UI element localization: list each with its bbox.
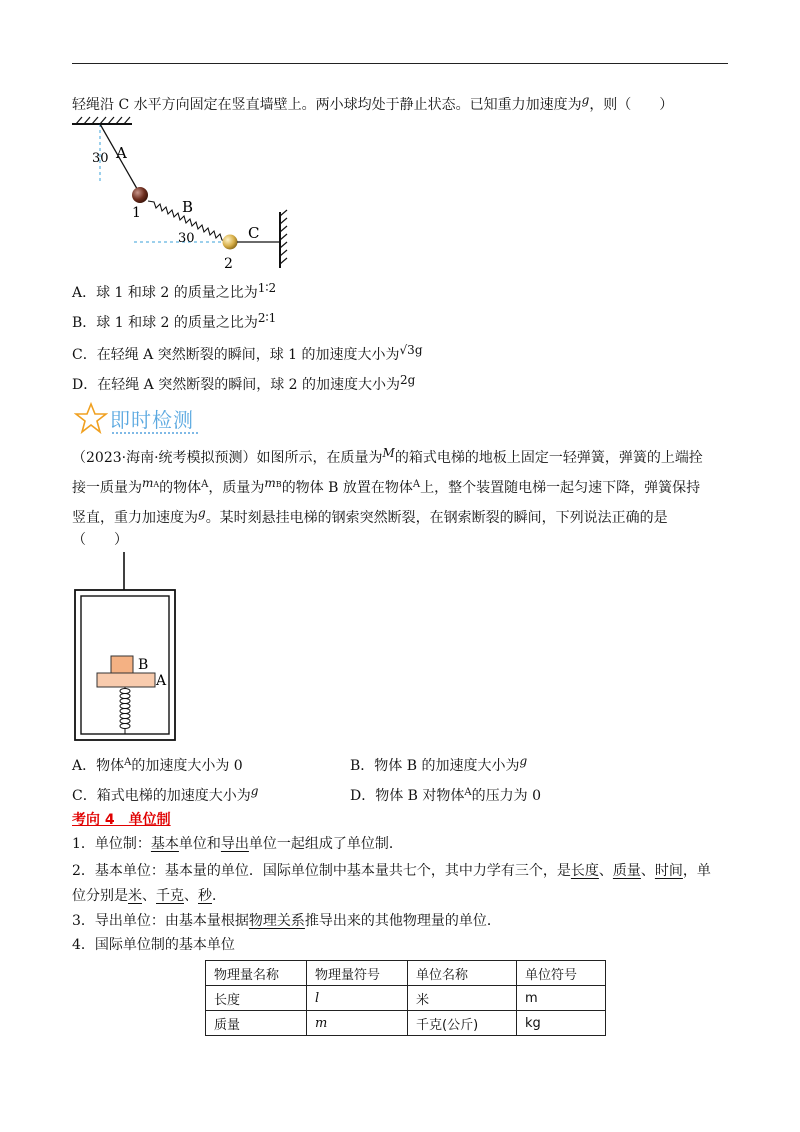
q2-line3-a: 竖直，重力加速度为 xyxy=(72,510,198,526)
p2-d: 质量 xyxy=(612,863,641,879)
q2-option-a-sym: A xyxy=(124,757,132,768)
rope-c-label: C xyxy=(248,224,260,242)
ball-2 xyxy=(223,235,238,250)
p2-c: 、 xyxy=(598,863,613,879)
q1-option-d[interactable] xyxy=(72,375,415,395)
p2-g: ，单 xyxy=(682,863,711,879)
p3-a: 3．导出单位：由基本量根据 xyxy=(72,913,249,929)
p2-b: 长度 xyxy=(570,863,599,879)
p2-line2-a: 位分别是 xyxy=(72,888,128,904)
q2-line3-b: 。某时刻悬挂电梯的钢索突然断裂，在钢索断裂的瞬间，下列说法正确的是 xyxy=(205,510,668,526)
q2-stem-line4: （ ） xyxy=(72,532,128,548)
q1-option-a[interactable] xyxy=(72,283,276,303)
q2-option-c[interactable] xyxy=(72,786,258,806)
p1-d: 导出 xyxy=(220,836,249,852)
table-cell: m xyxy=(517,986,606,1011)
block-b-label: B xyxy=(138,657,149,673)
q2-option-d-text: D．物体 B 对物体 xyxy=(350,788,465,804)
ceiling-hatch xyxy=(76,117,130,124)
topic4-heading xyxy=(72,810,171,830)
spring-b-label: B xyxy=(182,198,194,216)
si-base-units-table xyxy=(205,960,606,1036)
topic4-p2-line1 xyxy=(72,861,711,881)
ball-2-label: 2 xyxy=(224,256,233,272)
angle-bottom-label: 30 xyxy=(178,231,195,246)
block-a xyxy=(97,673,155,687)
q2-line2-c: ，质量为 xyxy=(208,480,265,496)
elevator-spring xyxy=(120,687,130,734)
table-cell: 千克(公斤) xyxy=(408,1011,517,1036)
q2-line2-e: 上，整个装置随电梯一起匀速下降，弹簧保持 xyxy=(420,480,701,496)
topic4-p2-line2 xyxy=(72,886,226,906)
q2-line1-a: （2023·海南·统考模拟预测）如图所示，在质量为 xyxy=(72,450,383,466)
table-cell: l xyxy=(307,986,408,1011)
table-cell: 长度 xyxy=(206,986,307,1011)
q1-figure xyxy=(72,116,302,276)
table-cell: 米 xyxy=(408,986,517,1011)
topic4-p4: 4．国际单位制的基本单位 xyxy=(72,937,235,953)
ball-1-label: 1 xyxy=(132,205,141,221)
q2-stem-line1 xyxy=(72,448,703,468)
q2-option-b-sym: g xyxy=(519,754,528,768)
q2-line2-d: 的物体 B 放置在物体 xyxy=(281,480,413,496)
q2-elevator-figure xyxy=(70,548,180,743)
q1-option-a-text: A．球 1 和球 2 的质量之比为 xyxy=(72,285,258,301)
q2-option-c-text: C．箱式电梯的加速度大小为 xyxy=(72,788,251,804)
table-row xyxy=(206,986,606,1011)
table-header-cell: 单位符号 xyxy=(517,961,606,986)
q1-stem-g: g xyxy=(581,93,590,107)
q1-option-d-math: 2g xyxy=(400,373,416,387)
q2-option-a-text: A．物体 xyxy=(72,758,125,774)
q2-mass-mB xyxy=(264,476,281,490)
q1-stem-tail: ，则（ ） xyxy=(589,97,674,113)
p2-f: 时间 xyxy=(654,863,683,879)
q2-mass-mA xyxy=(142,476,159,490)
q2-option-a-tail: 的加速度大小为 0 xyxy=(131,758,243,774)
q2-line2-b: 的物体 xyxy=(159,480,202,496)
q2-option-d-tail: 的压力为 0 xyxy=(471,788,542,804)
q2-mA-symbol: m xyxy=(142,476,154,490)
table-header-cell: 物理量符号 xyxy=(307,961,408,986)
q2-option-d[interactable] xyxy=(350,786,541,808)
q1-option-a-math: 1∶2 xyxy=(257,281,277,295)
header-rule xyxy=(72,63,728,64)
wall-hatch xyxy=(280,210,287,264)
q2-mass-M: M xyxy=(382,446,395,460)
p2-line2-c: 、 xyxy=(142,888,156,904)
p2-e: 、 xyxy=(640,863,655,879)
table-row xyxy=(206,1011,606,1036)
p1-c: 单位和 xyxy=(178,836,221,852)
q2-option-b-text: B．物体 B 的加速度大小为 xyxy=(350,758,520,774)
q2-mA-sub: A xyxy=(153,480,160,489)
rope-a-label: A xyxy=(116,144,127,162)
q2-line2-A2: A xyxy=(412,479,421,490)
star-icon xyxy=(74,402,108,434)
p2-line2-f: 秒 xyxy=(198,888,212,904)
block-a-label: A xyxy=(156,673,167,689)
q2-line2-A: A xyxy=(201,479,209,490)
topic4-p3 xyxy=(72,911,501,931)
q2-option-a[interactable] xyxy=(72,756,243,778)
p2-line2-b: 米 xyxy=(128,888,142,904)
table-header-cell: 物理量名称 xyxy=(206,961,307,986)
section-title: 即时检测 xyxy=(110,408,194,432)
table-cell: m xyxy=(307,1011,408,1036)
q2-line1-b: 的箱式电梯的地板上固定一轻弹簧，弹簧的上端拴 xyxy=(394,450,703,466)
q1-option-b-math: 2∶1 xyxy=(257,311,277,325)
q2-stem-line3 xyxy=(72,508,668,528)
q1-option-c[interactable] xyxy=(72,345,423,365)
q2-stem-line2 xyxy=(72,478,700,500)
p1-e: 单位一起组成了单位制． xyxy=(248,836,403,852)
p2-line2-d: 千克 xyxy=(156,888,184,904)
table-header-row xyxy=(206,961,606,986)
p2-line2-e: 、 xyxy=(184,888,198,904)
ball-1 xyxy=(132,187,148,203)
p2-a: 2．基本单位：基本量的单位．国际单位制中基本量共七个，其中力学有三个，是 xyxy=(72,863,571,879)
table-cell: 质量 xyxy=(206,1011,307,1036)
q2-mB-sub: B xyxy=(275,480,282,489)
q1-stem-text: 轻绳沿 C 水平方向固定在竖直墙壁上。两小球均处于静止状态。已知重力加速度为 xyxy=(72,97,582,113)
q2-mB-symbol: m xyxy=(264,476,276,490)
p3-b: 物理关系 xyxy=(248,913,305,929)
q2-option-d-sym: A xyxy=(464,787,472,798)
section-underline xyxy=(112,432,198,434)
topic4-p1 xyxy=(72,834,403,854)
q1-option-c-math: √3g xyxy=(399,343,423,357)
q1-option-c-text: C．在轻绳 A 突然断裂的瞬间，球 1 的加速度大小为 xyxy=(72,347,400,363)
angle-top-label: 30 xyxy=(92,151,109,166)
q2-line3-g: g xyxy=(198,506,206,520)
p2-line2-g: ． xyxy=(212,888,226,904)
q1-stem xyxy=(72,95,673,115)
p3-c: 推导出来的其他物理量的单位． xyxy=(304,913,501,929)
p1-b: 基本 xyxy=(150,836,179,852)
q1-option-d-text: D．在轻绳 A 突然断裂的瞬间，球 2 的加速度大小为 xyxy=(72,377,401,393)
q2-option-b[interactable] xyxy=(350,756,527,776)
table-cell: kg xyxy=(517,1011,606,1036)
topic4-heading-text: 考向 4 单位制 xyxy=(72,812,171,828)
q1-option-b[interactable] xyxy=(72,313,276,333)
q1-option-b-text: B．球 1 和球 2 的质量之比为 xyxy=(72,315,258,331)
q2-line2-a: 接一质量为 xyxy=(72,480,142,496)
p1-a: 1．单位制： xyxy=(72,836,151,852)
q2-option-c-sym: g xyxy=(250,784,259,798)
block-b xyxy=(111,656,133,673)
table-header-cell: 单位名称 xyxy=(408,961,517,986)
